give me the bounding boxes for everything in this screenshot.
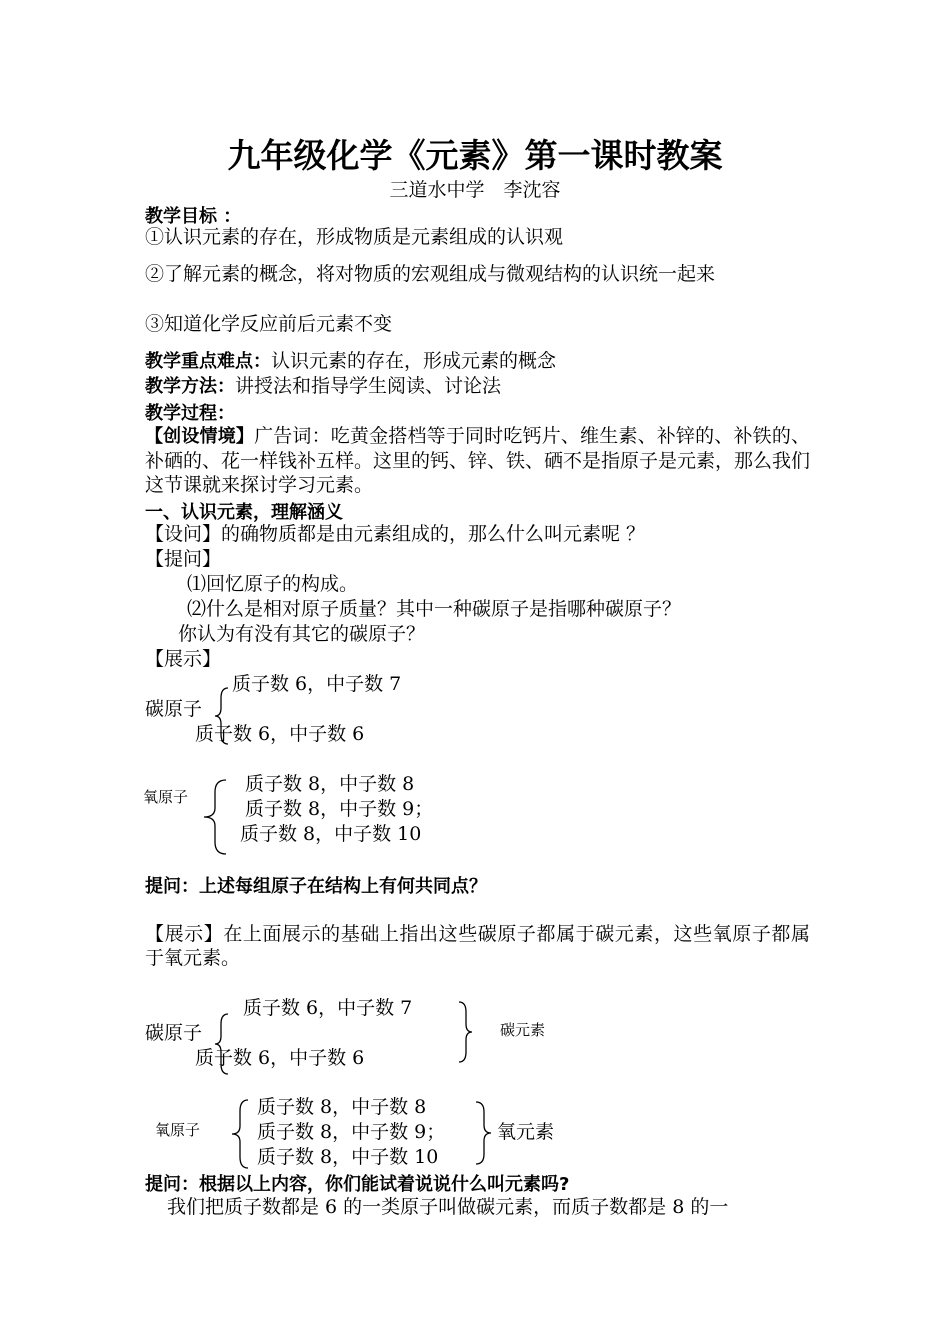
objectives-heading: 教学目标 ： — [145, 206, 242, 227]
show-label: 【展示】 — [145, 648, 222, 670]
methods — [145, 374, 501, 399]
objective-item-1: ①认识元素的存在，形成物质是元素组成的认识观 — [145, 226, 564, 248]
d1-oxygen-label: 氧原子 — [143, 788, 189, 806]
d1-carbon-item-2: 质子数 6，中子数 6 — [195, 723, 365, 745]
final-text: 我们把质子数都是 6 的一类原子叫做碳元素，而质子数都是 8 的一 — [167, 1196, 729, 1218]
d2-oxygen-brace — [228, 1098, 252, 1170]
d2-carbon-item-1: 质子数 6，中子数 7 — [243, 997, 413, 1019]
d2-oxygen-item-2: 质子数 8，中子数 9； — [257, 1121, 446, 1143]
scenario-text: 广告词：吃黄金搭档等于同时吃钙片、维生素、补锌的、补铁的、补硒的、花一样钱补五样。这里的钙、锌、铁、硒不是指原子是元素，那么我们这节课就来探讨学习元素。 — [145, 425, 811, 496]
page-title: 九年级化学《元素》第一课时教案 — [227, 136, 723, 175]
section1-question: 【设问】的确物质都是由元素组成的，那么什么叫元素呢 ？ — [145, 523, 646, 545]
ask-item-3: 你认为有没有其它的碳原子？ — [178, 623, 426, 645]
d2-oxygen-item-3: 质子数 8，中子数 10 — [257, 1146, 439, 1168]
d1-oxygen-item-2: 质子数 8，中子数 9； — [245, 798, 434, 820]
d2-carbon-right-brace — [455, 1000, 475, 1064]
d1-oxygen-item-3: 质子数 8，中子数 10 — [240, 823, 422, 845]
ask-item-1: ⑴回忆原子的构成。 — [187, 573, 359, 595]
d1-oxygen-brace — [200, 778, 230, 856]
show2-text: 在上面展示的基础上指出这些碳原子都属于碳元素，这些氧原子都属于氧元素。 — [145, 923, 810, 969]
d2-carbon-label: 碳原子 — [145, 1022, 203, 1044]
d2-carbon-item-2: 质子数 6，中子数 6 — [195, 1047, 365, 1069]
process-heading: 教学过程： — [145, 403, 235, 424]
author-line: 三道水中学 李沈容 — [389, 179, 561, 201]
ask-label: 【提问】 — [145, 548, 222, 570]
key-points — [145, 349, 556, 374]
question-3: 提问：根据以上内容，你们能试着说说什么叫元素吗? — [145, 1174, 570, 1195]
methods-label: 教学方法： — [145, 376, 235, 397]
question-2: 提问：上述每组原子在结构上有何共同点？ — [145, 876, 487, 897]
key-points-label: 教学重点难点： — [145, 351, 271, 372]
show2-label: 【展示】 — [145, 923, 224, 945]
d2-carbon-element: 碳元素 — [500, 1021, 546, 1039]
methods-text: 讲授法和指导学生阅读、讨论法 — [235, 375, 502, 397]
d2-oxygen-item-1: 质子数 8，中子数 8 — [257, 1096, 427, 1118]
key-points-text: 认识元素的存在，形成元素的概念 — [271, 350, 557, 372]
scenario-paragraph — [145, 424, 810, 497]
objective-item-3: ③知道化学反应前后元素不变 — [145, 313, 393, 335]
objective-item-2: ②了解元素的概念，将对物质的宏观组成与微观结构的认识统一起来 — [145, 263, 716, 285]
d1-carbon-label: 碳原子 — [145, 698, 203, 720]
d1-carbon-item-1: 质子数 6，中子数 7 — [232, 673, 402, 695]
section1-heading: 一、认识元素，理解涵义 — [145, 502, 343, 523]
d2-oxygen-label: 氧原子 — [155, 1121, 201, 1139]
d2-oxygen-right-brace — [472, 1100, 494, 1166]
ask-item-2: ⑵什么是相对原子质量？其中一种碳原子是指哪种碳原子？ — [187, 598, 682, 620]
show2-paragraph — [145, 922, 810, 970]
d1-oxygen-item-1: 质子数 8，中子数 8 — [245, 773, 415, 795]
scenario-label: 【创设情境】 — [145, 426, 255, 447]
d2-oxygen-element: 氧元素 — [497, 1121, 555, 1143]
